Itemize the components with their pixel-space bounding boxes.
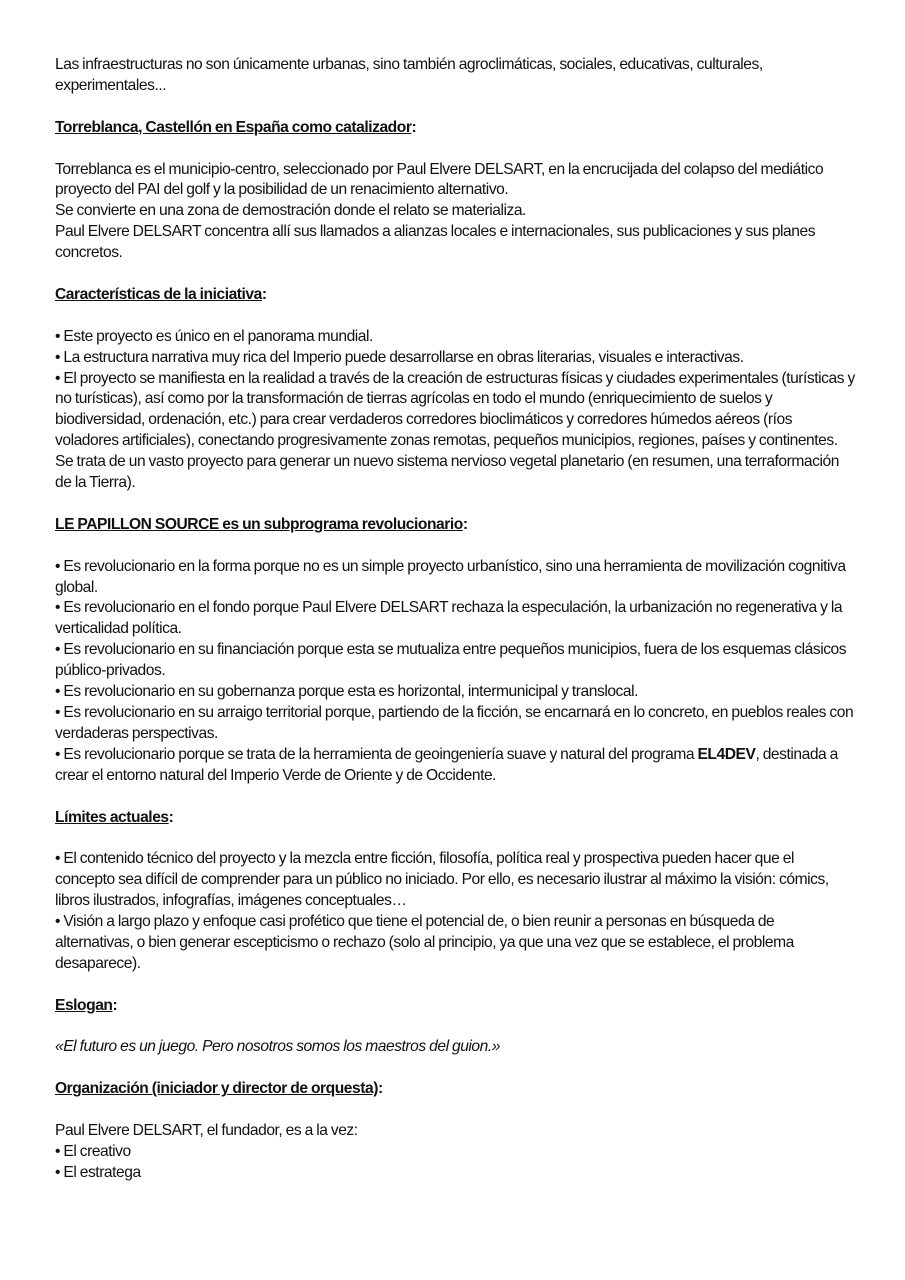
spacer — [55, 139, 855, 160]
section-heading-caracteristicas: Características de la iniciativa: — [55, 285, 267, 303]
list-item: • Es revolucionario en su financiación porque esta se mutualiza entre pequeños municipios, fuera de los esquemas clásicos público-privados. — [55, 641, 847, 680]
list-item: • El creativo — [55, 1142, 131, 1160]
paragraph: Torreblanca es el municipio-centro, seleccionado por Paul Elvere DELSART, en la encrucijada del colapso del mediático proyecto del PAI del golf y la posibilidad de un renacimiento alternativo. — [55, 160, 824, 199]
spacer — [55, 1058, 855, 1079]
program-name: EL4DEV — [697, 745, 756, 763]
section-heading-papillon: LE PAPILLON SOURCE es un subprograma revolucionario: — [55, 515, 468, 533]
spacer — [55, 975, 855, 996]
intro-paragraph: Las infraestructuras no son únicamente urbanas, sino también agroclimáticas, sociales, educativas, culturales, experimentales... — [55, 56, 763, 94]
section-heading-torreblanca: Torreblanca, Castellón en España como catalizador: — [55, 118, 417, 136]
list-item: • Este proyecto es único en el panorama mundial. — [55, 327, 373, 345]
spacer — [55, 828, 855, 849]
list-item: • Es revolucionario porque se trata de la herramienta de geoingeniería suave y natural del programa EL4DEV, destinada a crear el entorno natural del Imperio Verde de Oriente y de Occidente. — [55, 745, 838, 784]
paragraph: Se trata de un vasto proyecto para generar un nuevo sistema nervioso vegetal planetario (en resumen, una terraformación de la Tierra). — [55, 453, 839, 492]
spacer — [55, 494, 855, 515]
list-item: • La estructura narrativa muy rica del Imperio puede desarrollarse en obras literarias, visuales e interactivas. — [55, 348, 744, 366]
list-item: • El contenido técnico del proyecto y la mezcla entre ficción, filosofía, política real y prospectiva pueden hacer que el concepto sea difícil de comprender para un público no iniciado. Por ello, es necesario ilustrar al máximo la visión: cómics, libros ilustrados, infografías, imágenes conceptuales… — [55, 850, 829, 910]
spacer — [55, 536, 855, 557]
paragraph: Paul Elvere DELSART concentra allí sus llamados a alianzas locales e internacionales, sus publicaciones y sus planes concretos. — [55, 223, 816, 262]
spacer — [55, 97, 855, 118]
list-item: • Es revolucionario en su gobernanza porque esta es horizontal, intermunicipal y translocal. — [55, 683, 639, 701]
section-heading-eslogan: Eslogan: — [55, 996, 118, 1014]
slogan-text: «El futuro es un juego. Pero nosotros somos los maestros del guion.» — [55, 1038, 500, 1056]
list-item: • Visión a largo plazo y enfoque casi profético que tiene el potencial de, o bien reunir a personas en búsqueda de alternativas, o bien generar escepticismo o rechazo (solo al principio, ya que una vez que se establece, el problema desaparece). — [55, 913, 794, 972]
list-item: • Es revolucionario en el fondo porque Paul Elvere DELSART rechaza la especulación, la urbanización no regenerativa y la verticalidad política. — [55, 599, 843, 638]
paragraph: Paul Elvere DELSART, el fundador, es a la vez: — [55, 1122, 358, 1140]
spacer — [55, 1017, 855, 1038]
document-page — [55, 55, 855, 1184]
paragraph: Se convierte en una zona de demostración donde el relato se materializa. — [55, 202, 526, 220]
list-item: • El estratega — [55, 1163, 141, 1181]
list-item: • Es revolucionario en su arraigo territorial porque, partiendo de la ficción, se encarnará en lo concreto, en pueblos reales con verdaderas perspectivas. — [55, 704, 854, 742]
section-heading-organizacion: Organización (iniciador y director de orquesta): — [55, 1080, 383, 1098]
list-item: • Es revolucionario en la forma porque no es un simple proyecto urbanístico, sino una herramienta de movilización cognitiva global. — [55, 557, 846, 596]
spacer — [55, 787, 855, 808]
spacer — [55, 264, 855, 285]
spacer — [55, 306, 855, 327]
spacer — [55, 1100, 855, 1121]
section-heading-limites: Límites actuales: — [55, 808, 174, 826]
list-item: • El proyecto se manifiesta en la realidad a través de la creación de estructuras físicas y ciudades experimentales (turísticas y no turísticas), así como por la transformación de tierras agrícolas en todo el mundo (enriquecimiento de suelos y biodiversidad, ordenación, etc.) para crear verdaderos corredores bioclimáticos y corredores húmedos aéreos (ríos voladores artificiales), conectando progresivamente zonas remotas, pequeños municipios, regiones, países y continentes. — [55, 369, 855, 450]
